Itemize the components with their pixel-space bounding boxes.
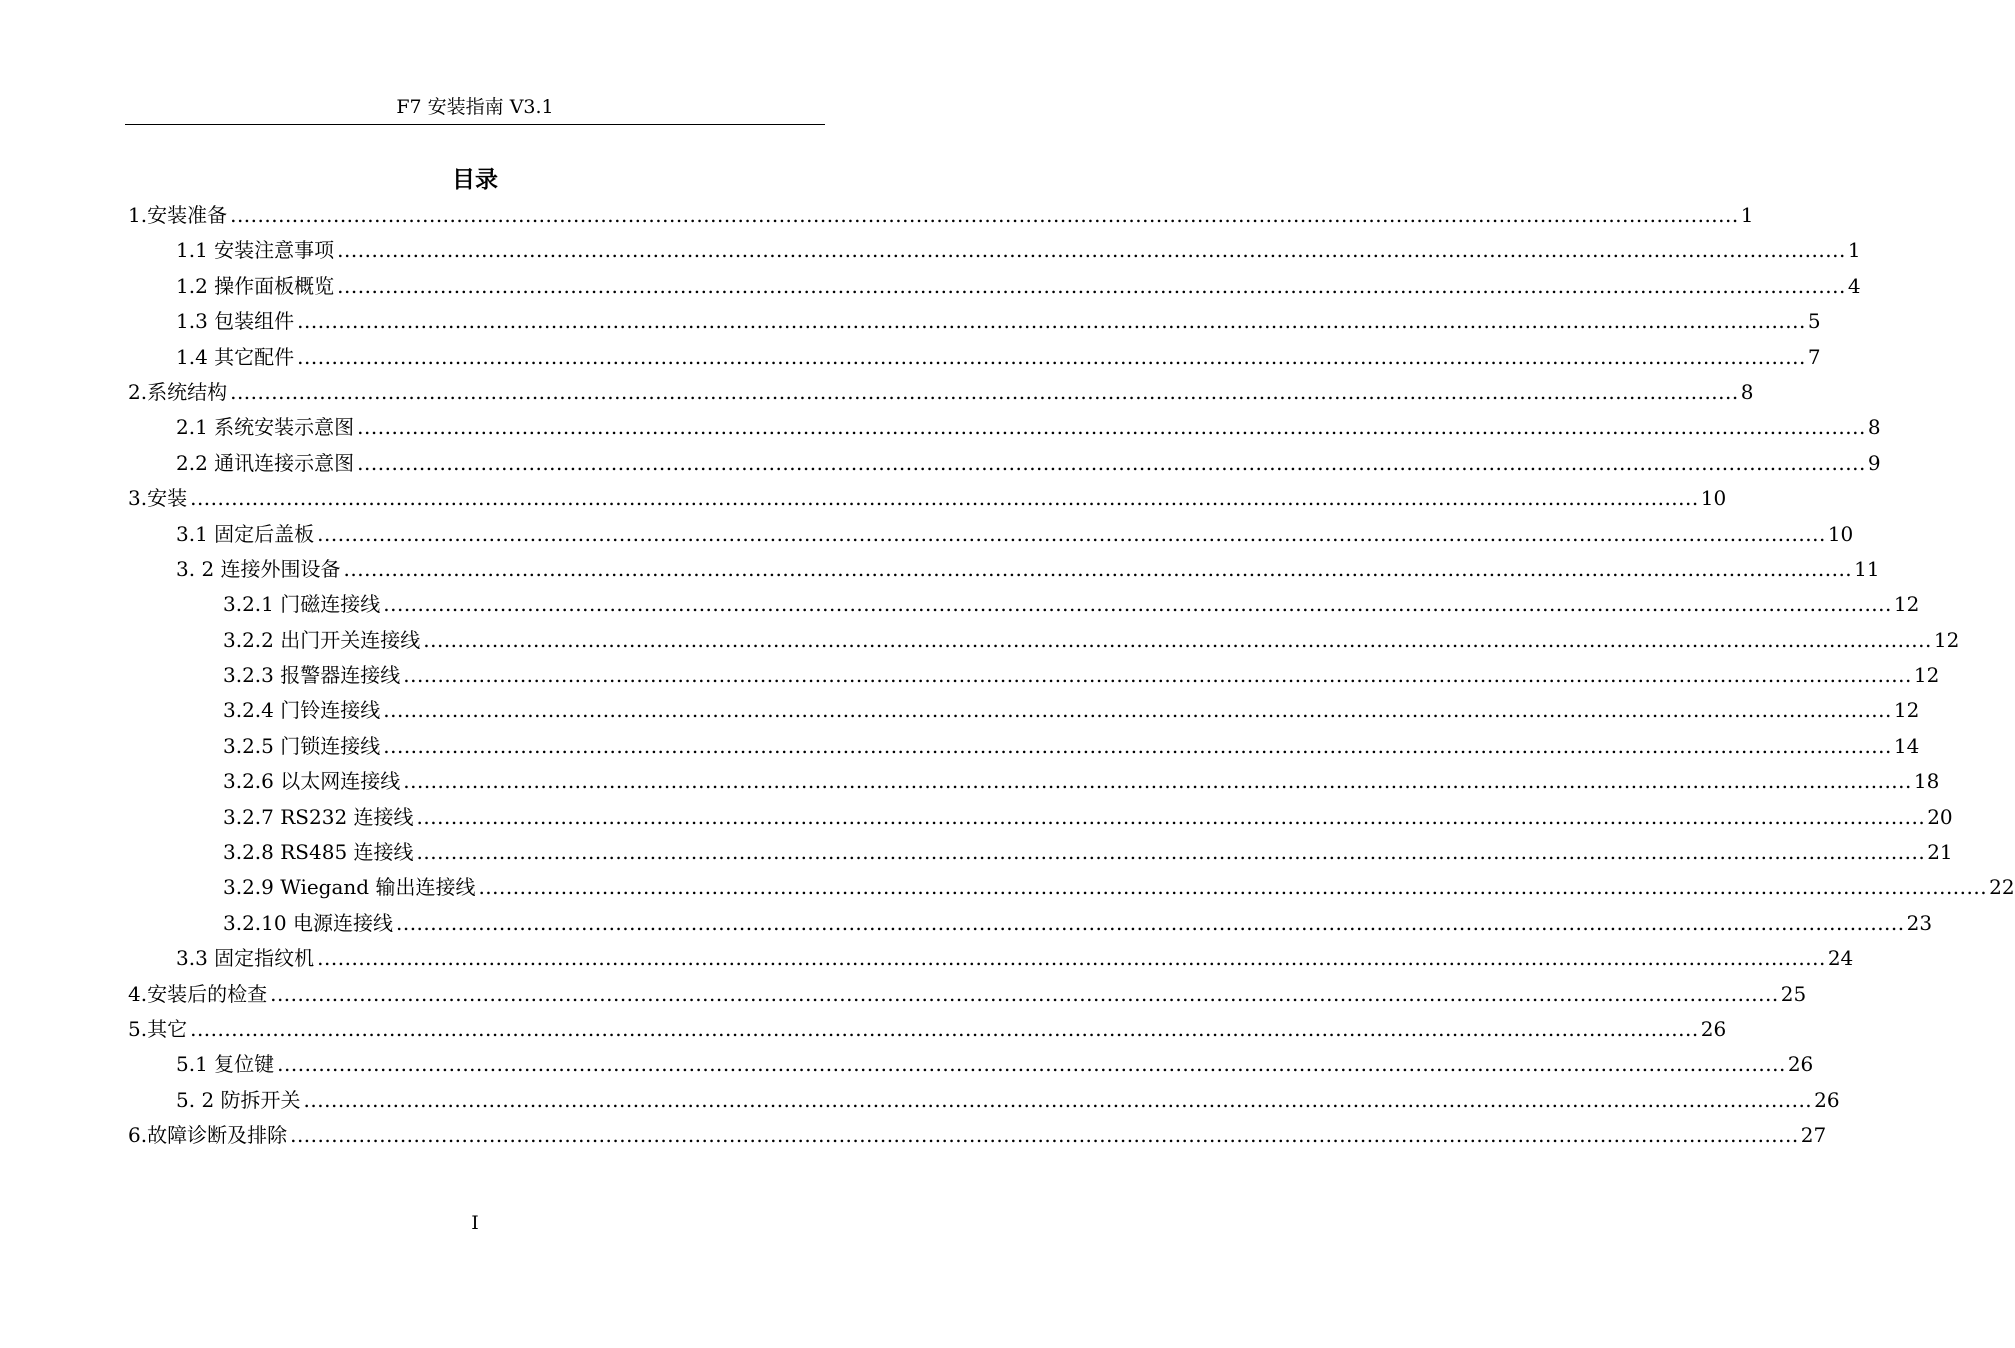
toc-dot-leader: ............................................................................................................................................................................................................................ (230, 203, 1739, 227)
toc-entry[interactable] (128, 198, 1754, 233)
toc-dot-leader: ............................................................................................................................................................................................................................ (423, 627, 1932, 652)
toc-entry-label: 3.2.7 RS232 连接线 (223, 804, 414, 829)
toc-entry-label: 3.2.8 RS485 连接线 (223, 840, 414, 865)
toc-entry[interactable] (128, 800, 1953, 835)
toc-entry[interactable] (128, 446, 1881, 481)
toc-entry-page: 23 (1906, 910, 1933, 935)
toc-entry-page: 26 (1814, 1087, 1840, 1112)
toc-dot-leader: ............................................................................................................................................................................................................................ (416, 804, 1926, 829)
toc-dot-leader: ............................................................................................................................................................................................................................ (403, 769, 1912, 794)
toc-entry-label: 6.故障诊断及排除 (128, 1123, 288, 1148)
toc-entry-page: 7 (1807, 344, 1821, 369)
toc-entry[interactable] (128, 233, 1861, 268)
toc-entry-label: 3.2.5 门锁连接线 (223, 733, 381, 758)
toc-entry-label: 3.2.2 出门开关连接线 (223, 627, 421, 652)
toc-entry-page: 12 (1933, 627, 1960, 652)
toc-entry-label: 3. 2 连接外围设备 (176, 556, 341, 581)
page-number: I (471, 1212, 479, 1234)
toc-entry-label: 2.1 系统安装示意图 (176, 415, 355, 440)
toc-entry[interactable] (128, 658, 1940, 693)
toc-dot-leader: ............................................................................................................................................................................................................................ (343, 556, 1853, 581)
toc-dot-leader: ............................................................................................................................................................................................................................ (383, 733, 1892, 758)
toc-entry-page: 26 (1787, 1052, 1814, 1077)
toc-dot-leader: ............................................................................................................................................................................................................................ (190, 1016, 1699, 1041)
toc-entry[interactable] (128, 1012, 1727, 1047)
toc-entry[interactable] (128, 517, 1854, 552)
toc-entry-label: 3.3 固定指纹机 (176, 946, 315, 971)
toc-entry-label: 2.2 通讯连接示意图 (176, 450, 355, 475)
toc-entry-page: 10 (1700, 486, 1727, 511)
toc-entry-page: 8 (1867, 415, 1881, 440)
toc-dot-leader: ............................................................................................................................................................................................................................ (383, 592, 1892, 617)
toc-entry[interactable] (128, 764, 1940, 799)
toc-entry-page: 21 (1927, 840, 1953, 865)
toc-dot-leader: ............................................................................................................................................................................................................................ (270, 981, 1779, 1006)
toc-entry[interactable] (128, 1118, 1827, 1153)
toc-entry[interactable] (128, 1047, 1814, 1082)
toc-entry-label: 2.系统结构 (128, 379, 228, 404)
toc-entry-label: 1.2 操作面板概览 (176, 273, 335, 298)
toc-entry[interactable] (128, 977, 1807, 1012)
toc-entry[interactable] (128, 729, 1920, 764)
toc-dot-leader: ............................................................................................................................................................................................................................ (190, 486, 1699, 511)
toc-entry[interactable] (128, 941, 1854, 976)
toc-entry-page: 20 (1927, 804, 1953, 829)
toc-title: 目录 (452, 166, 498, 193)
toc-entry-page: 8 (1740, 379, 1754, 404)
toc-entry-page: 25 (1780, 981, 1807, 1006)
toc-dot-leader: ............................................................................................................................................................................................................................ (337, 273, 1846, 298)
toc-entry-page: 9 (1867, 450, 1881, 475)
toc-entry-page: 18 (1913, 769, 1940, 794)
toc-entry[interactable] (128, 340, 1821, 375)
toc-entry[interactable] (128, 410, 1881, 445)
toc-entry-page: 24 (1827, 946, 1854, 971)
toc-entry-page: 27 (1800, 1123, 1827, 1148)
toc-entry[interactable] (128, 304, 1821, 339)
toc-entry-label: 3.2.10 电源连接线 (223, 910, 393, 935)
toc-dot-leader: ............................................................................................................................................................................................................................ (230, 379, 1739, 404)
toc-dot-leader: ............................................................................................................................................................................................................................ (478, 875, 1988, 900)
table-of-contents (128, 198, 2015, 1154)
toc-entry[interactable] (128, 269, 1861, 304)
toc-entry[interactable] (128, 870, 2015, 905)
toc-entry-label: 3.2.4 门铃连接线 (223, 698, 381, 723)
toc-entry-page: 4 (1847, 273, 1861, 298)
toc-entry[interactable] (128, 835, 1953, 870)
toc-entry-page: 11 (1854, 556, 1880, 581)
toc-dot-leader: ............................................................................................................................................................................................................................ (277, 1052, 1786, 1077)
toc-entry-label: 5. 2 防拆开关 (176, 1087, 301, 1112)
toc-dot-leader: ............................................................................................................................................................................................................................ (357, 415, 1866, 440)
toc-entry[interactable] (128, 693, 1920, 728)
header-divider (125, 124, 825, 125)
toc-entry-label: 1.1 安装注意事项 (176, 238, 335, 263)
toc-dot-leader: ............................................................................................................................................................................................................................ (337, 238, 1846, 263)
toc-entry-page: 5 (1807, 309, 1821, 334)
toc-entry[interactable] (128, 623, 1960, 658)
toc-entry[interactable] (128, 587, 1920, 622)
toc-entry-page: 10 (1827, 521, 1854, 546)
toc-entry-label: 1.3 包装组件 (176, 309, 295, 334)
toc-entry-label: 3.2.1 门磁连接线 (223, 592, 381, 617)
toc-entry-label: 3.安装 (128, 486, 188, 511)
toc-entry-page: 22 (1989, 875, 2015, 900)
toc-dot-leader: ............................................................................................................................................................................................................................ (303, 1087, 1813, 1112)
toc-entry[interactable] (128, 906, 1933, 941)
toc-dot-leader: ............................................................................................................................................................................................................................ (290, 1123, 1799, 1148)
toc-entry-label: 4.安装后的检查 (128, 981, 268, 1006)
toc-dot-leader: ............................................................................................................................................................................................................................ (395, 910, 1905, 935)
toc-entry-page: 14 (1893, 733, 1920, 758)
toc-dot-leader: ............................................................................................................................................................................................................................ (416, 840, 1926, 865)
toc-entry-label: 1.安装准备 (128, 203, 228, 227)
toc-entry[interactable] (128, 481, 1727, 516)
toc-dot-leader: ............................................................................................................................................................................................................................ (383, 698, 1892, 723)
toc-dot-leader: ............................................................................................................................................................................................................................ (297, 309, 1806, 334)
toc-entry-page: 12 (1893, 592, 1920, 617)
toc-entry-page: 1 (1740, 203, 1754, 227)
toc-entry-page: 12 (1893, 698, 1920, 723)
toc-entry-label: 3.2.3 报警器连接线 (223, 663, 401, 688)
toc-dot-leader: ............................................................................................................................................................................................................................ (403, 663, 1912, 688)
toc-entry-page: 26 (1700, 1016, 1727, 1041)
page-header: F7 安装指南 V3.1 (396, 96, 554, 118)
toc-dot-leader: ............................................................................................................................................................................................................................ (357, 450, 1866, 475)
toc-entry-label: 3.1 固定后盖板 (176, 521, 315, 546)
toc-entry-label: 3.2.6 以太网连接线 (223, 769, 401, 794)
toc-entry-label: 1.4 其它配件 (176, 344, 295, 369)
toc-entry-page: 1 (1847, 238, 1861, 263)
toc-dot-leader: ............................................................................................................................................................................................................................ (297, 344, 1806, 369)
toc-dot-leader: ............................................................................................................................................................................................................................ (317, 946, 1826, 971)
toc-entry[interactable] (128, 552, 1880, 587)
toc-entry-label: 5.其它 (128, 1016, 188, 1041)
toc-entry-label: 3.2.9 Wiegand 输出连接线 (223, 875, 476, 900)
toc-dot-leader: ............................................................................................................................................................................................................................ (317, 521, 1826, 546)
toc-entry[interactable] (128, 375, 1754, 410)
toc-entry-page: 12 (1913, 663, 1940, 688)
toc-entry[interactable] (128, 1083, 1840, 1118)
toc-entry-label: 5.1 复位键 (176, 1052, 275, 1077)
